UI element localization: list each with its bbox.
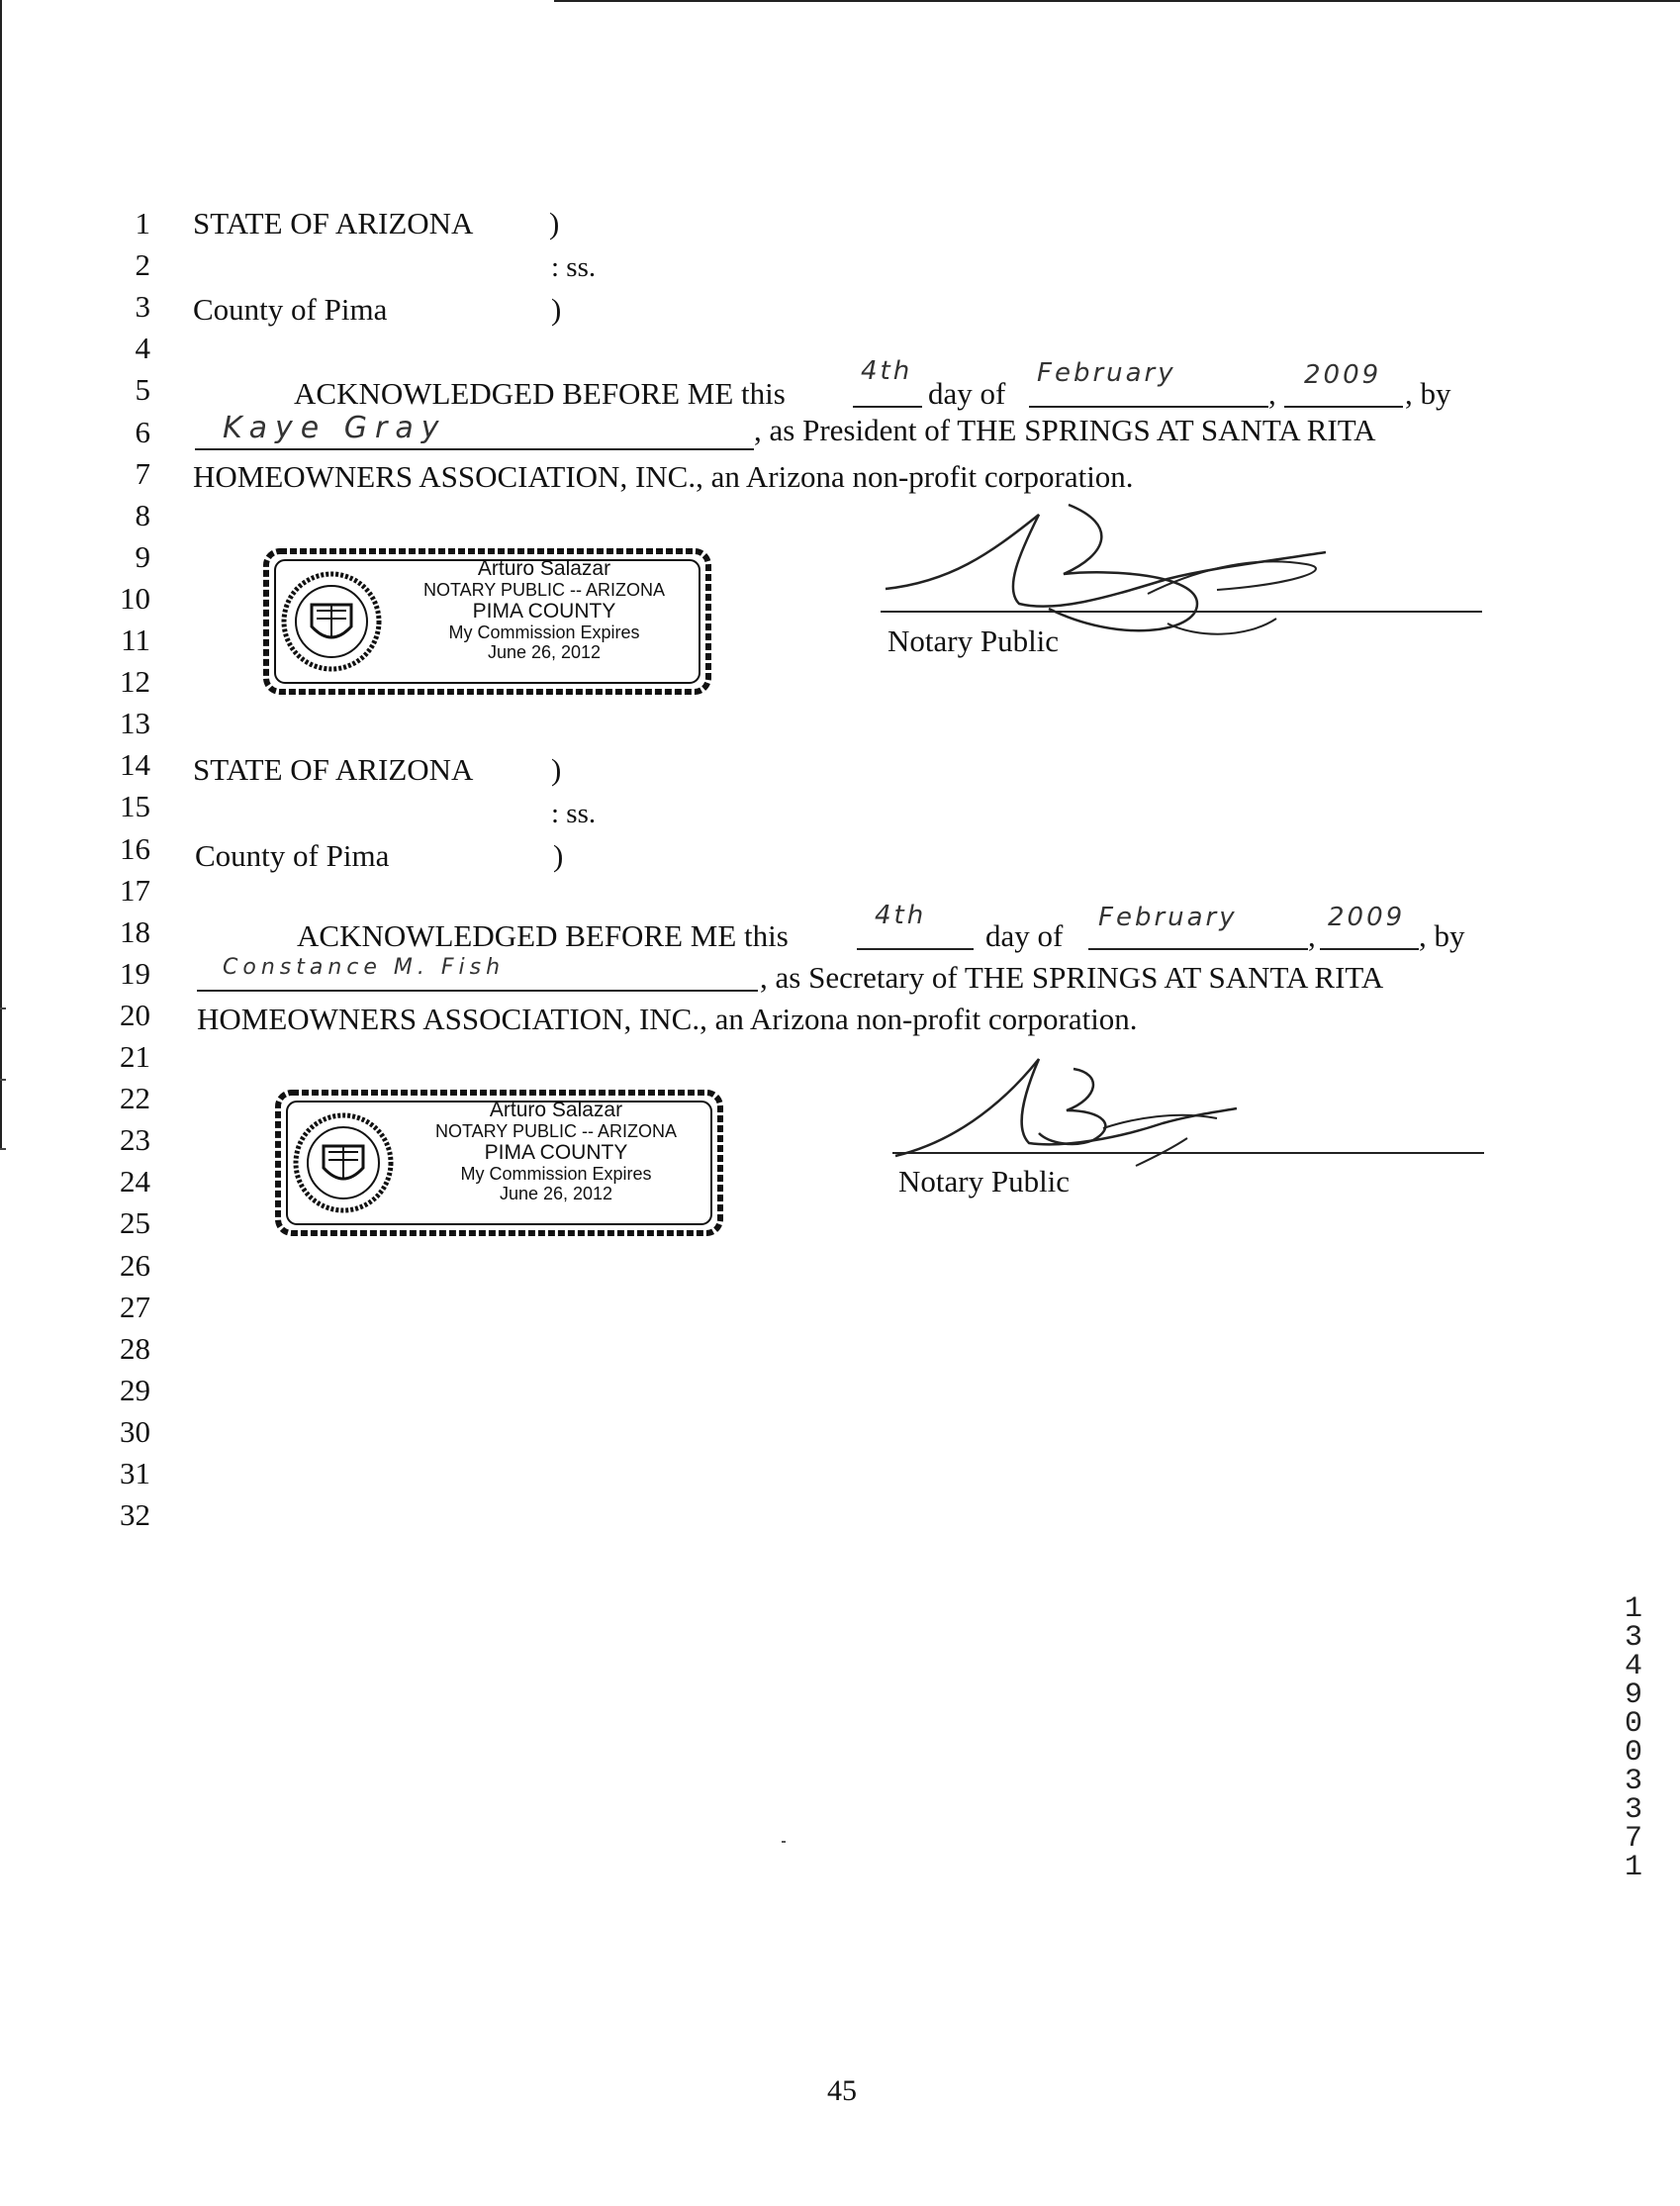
county-heading: County of Pima — [195, 838, 390, 873]
notary-signature — [890, 1049, 1247, 1178]
day-of: day of — [928, 376, 1006, 411]
line-number: 2 — [135, 247, 150, 283]
line-number: 12 — [120, 664, 150, 700]
state-heading: STATE OF ARIZONA — [193, 206, 474, 240]
association-text: HOMEOWNERS ASSOCIATION, INC., an Arizona non-profit corporation. — [193, 459, 1134, 494]
line-number: 30 — [120, 1413, 150, 1449]
comma: , — [1268, 376, 1276, 411]
ack-lead: ACKNOWLEDGED BEFORE ME this — [297, 918, 789, 953]
stamp-name: Arturo Salazar — [477, 557, 611, 580]
year-blank — [1320, 948, 1419, 950]
line-number: 29 — [120, 1372, 150, 1407]
paren-open: ) — [549, 206, 560, 240]
year-blank — [1284, 406, 1403, 408]
line-number: 11 — [121, 623, 150, 657]
stamp-date: June 26, 2012 — [487, 642, 602, 662]
speck — [782, 1841, 786, 1843]
county-heading: County of Pima — [193, 292, 388, 327]
margin-mark — [0, 1079, 6, 1081]
comma: , — [1308, 918, 1316, 953]
notary-stamp — [274, 1089, 724, 1237]
month-value: February — [1098, 903, 1238, 932]
margin-mark — [0, 1148, 6, 1150]
line-number: 16 — [120, 830, 150, 866]
line-number: 14 — [120, 747, 150, 783]
line-number: 10 — [120, 580, 150, 616]
signature-line — [892, 1152, 1484, 1154]
state-heading: STATE OF ARIZONA — [193, 752, 474, 787]
line-number: 7 — [135, 455, 150, 491]
paren-close: ) — [553, 838, 564, 873]
left-border — [0, 0, 2, 1148]
day-blank — [853, 406, 922, 408]
line-number: 5 — [135, 372, 150, 408]
line-number: 22 — [120, 1081, 150, 1116]
name-blank — [197, 990, 758, 992]
month-blank — [1029, 406, 1268, 408]
page-number: 45 — [827, 2074, 857, 2107]
line-number: 6 — [135, 414, 150, 449]
by-text: , by — [1419, 918, 1465, 953]
stamp-county: PIMA COUNTY — [484, 1141, 628, 1164]
by-text: , by — [1405, 376, 1451, 411]
stamp-date: June 26, 2012 — [499, 1184, 613, 1203]
line-number: 19 — [120, 955, 150, 991]
role-text: , as President of THE SPRINGS AT SANTA RITA — [754, 413, 1376, 447]
line-number: 9 — [135, 538, 150, 574]
document-id: 13490 03371 — [1624, 1592, 1642, 1884]
name-blank — [195, 448, 754, 450]
line-number: 32 — [120, 1497, 150, 1533]
notary-label: Notary Public — [898, 1164, 1071, 1199]
day-value: 4th — [861, 356, 913, 386]
margin-mark — [0, 1007, 6, 1009]
signer-name: Constance M. Fish — [223, 955, 506, 980]
role-text: , as Secretary of THE SPRINGS AT SANTA RITA — [760, 960, 1384, 995]
line-number: 3 — [135, 289, 150, 325]
stamp-commission: My Commission Expires — [448, 623, 640, 642]
line-number: 15 — [120, 789, 150, 824]
day-blank — [857, 948, 974, 950]
line-number: 8 — [135, 497, 150, 532]
paren-open: ) — [551, 752, 562, 787]
ss-mark: : ss. — [551, 798, 597, 829]
top-border — [554, 0, 1680, 2]
day-of: day of — [985, 918, 1064, 953]
year-value: 2009 — [1328, 903, 1406, 932]
stamp-county: PIMA COUNTY — [472, 600, 616, 623]
line-number: 21 — [120, 1039, 150, 1074]
paren-close: ) — [551, 292, 562, 327]
ack-lead: ACKNOWLEDGED BEFORE ME this — [294, 376, 786, 411]
line-number: 4 — [135, 331, 150, 366]
line-number: 23 — [120, 1122, 150, 1158]
line-number: 31 — [120, 1456, 150, 1490]
stamp-title: NOTARY PUBLIC -- ARIZONA — [434, 1121, 678, 1141]
line-number: 28 — [120, 1330, 150, 1366]
ss-mark: : ss. — [551, 251, 597, 283]
signer-name: Kaye Gray — [223, 411, 447, 445]
month-blank — [1088, 948, 1308, 950]
day-value: 4th — [875, 901, 927, 930]
line-number: 1 — [135, 206, 150, 240]
line-number: 24 — [120, 1164, 150, 1199]
year-value: 2009 — [1304, 360, 1382, 390]
line-number: 27 — [120, 1289, 150, 1324]
line-number: 25 — [120, 1205, 150, 1241]
notary-stamp — [262, 547, 712, 696]
line-number: 13 — [120, 706, 150, 741]
notary-label: Notary Public — [887, 623, 1060, 658]
association-text: HOMEOWNERS ASSOCIATION, INC., an Arizona non-profit corporation. — [197, 1002, 1138, 1036]
month-value: February — [1037, 358, 1176, 388]
stamp-title: NOTARY PUBLIC -- ARIZONA — [422, 580, 666, 600]
line-number: 17 — [120, 872, 150, 908]
stamp-commission: My Commission Expires — [460, 1164, 652, 1184]
line-number: 18 — [120, 913, 150, 949]
line-number: 26 — [120, 1247, 150, 1283]
signature-line — [881, 611, 1482, 613]
line-number: 20 — [120, 997, 150, 1032]
stamp-name: Arturo Salazar — [489, 1099, 623, 1121]
